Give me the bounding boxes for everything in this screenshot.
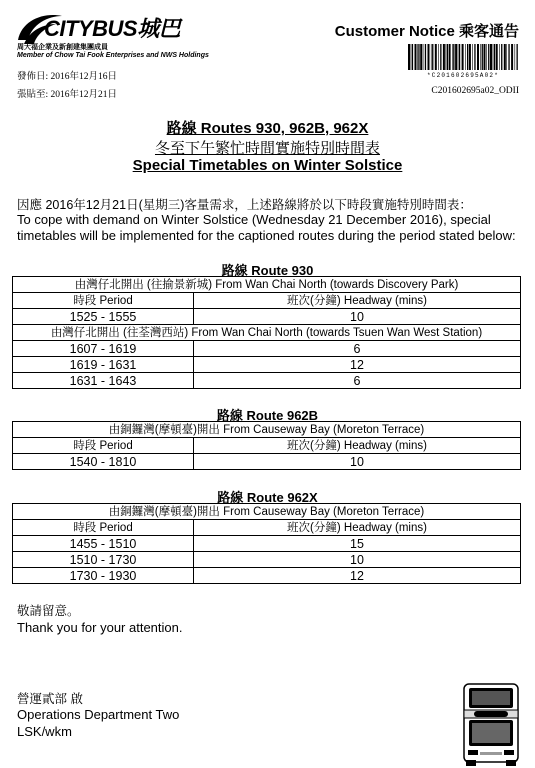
signature-reference: LSK/wkm	[17, 724, 72, 739]
issue-date: 發佈日: 2016年12月16日	[17, 72, 118, 82]
table-row	[13, 504, 521, 520]
direction-label: 由銅鑼灣(摩頓臺)開出 From Causeway Bay (Moreton Terrace)	[13, 504, 521, 520]
table-row	[13, 438, 521, 454]
table-row	[13, 454, 521, 470]
brand-name: CITYBUS城巴	[44, 16, 181, 41]
signature-english: Operations Department Two	[17, 707, 180, 722]
barcode-text: *C201602695A02*	[426, 72, 499, 79]
table-row	[13, 357, 521, 373]
column-header-period: 時段 Period	[13, 438, 194, 454]
column-header-headway: 班次(分鐘) Headway (mins)	[194, 438, 521, 454]
route-962b-table	[12, 421, 521, 470]
table-row	[13, 341, 521, 357]
headway-cell: 12	[194, 568, 521, 584]
intro-chinese: 因應 2016年12月21日(星期三)客量需求，上述路線將於以下時段實施特別時間表：	[17, 198, 472, 212]
table-row	[13, 293, 521, 309]
document-code: C201602695a02_ODII	[431, 86, 519, 96]
table-row	[13, 325, 521, 341]
post-date: 張貼至: 2016年12月21日	[17, 90, 118, 100]
table-row	[13, 520, 521, 536]
title-routes: 路線 Routes 930, 962B, 962X	[166, 120, 369, 137]
notice-title: Customer Notice 乘客通告	[334, 23, 519, 40]
headway-cell: 15	[194, 536, 521, 552]
barcode-icon	[407, 44, 519, 70]
column-header-headway: 班次(分鐘) Headway (mins)	[194, 520, 521, 536]
column-header-period: 時段 Period	[13, 520, 194, 536]
headway-cell: 6	[194, 341, 521, 357]
period-cell: 1607 - 1619	[13, 341, 194, 357]
headway-cell: 6	[194, 373, 521, 389]
period-cell: 1540 - 1810	[13, 454, 194, 470]
period-cell: 1730 - 1930	[13, 568, 194, 584]
table-row	[13, 309, 521, 325]
direction-label: 由銅鑼灣(摩頓臺)開出 From Causeway Bay (Moreton Terrace)	[13, 422, 521, 438]
period-cell: 1525 - 1555	[13, 309, 194, 325]
member-statement: 周大福企業及新創建集團成員 Member of Chow Tai Fook Enterprises and NWS Holdings	[17, 44, 209, 59]
double-decker-bus-icon	[460, 680, 522, 766]
table-row	[13, 277, 521, 293]
period-cell: 1631 - 1643	[13, 373, 194, 389]
intro-english: To cope with demand on Winter Solstice (Wednesday 21 December 2016), special timetables will be implemented for the captioned routes during the period stated below:	[17, 212, 516, 243]
title-chinese: 冬至下午繁忙時間實施特別時間表	[154, 140, 380, 157]
table-row	[13, 373, 521, 389]
route-930-heading: 路線 Route 930	[221, 263, 314, 278]
column-header-period: 時段 Period	[13, 293, 194, 309]
title-english: Special Timetables on Winter Solstice	[132, 157, 403, 174]
column-header-headway: 班次(分鐘) Headway (mins)	[194, 293, 521, 309]
route-930-table	[12, 276, 521, 389]
period-cell: 1619 - 1631	[13, 357, 194, 373]
table-row	[13, 422, 521, 438]
period-cell: 1455 - 1510	[13, 536, 194, 552]
headway-cell: 10	[194, 309, 521, 325]
route-962x-table	[12, 503, 521, 584]
closing-english: Thank you for your attention.	[17, 620, 183, 635]
period-cell: 1510 - 1730	[13, 552, 194, 568]
headway-cell: 10	[194, 552, 521, 568]
route-962x-heading: 路線 Route 962X	[217, 490, 318, 505]
table-row	[13, 552, 521, 568]
table-row	[13, 536, 521, 552]
direction-label: 由灣仔北開出 (往揄景新城) From Wan Chai North (towards Discovery Park)	[13, 277, 521, 293]
signature-chinese: 營運貳部 啟	[17, 692, 83, 706]
headway-cell: 12	[194, 357, 521, 373]
table-row	[13, 568, 521, 584]
headway-cell: 10	[194, 454, 521, 470]
direction-label: 由灣仔北開出 (往荃灣西站) From Wan Chai North (towards Tsuen Wan West Station)	[13, 325, 521, 341]
route-962b-heading: 路線 Route 962B	[216, 408, 319, 423]
closing-chinese: 敬請留意。	[17, 604, 80, 618]
